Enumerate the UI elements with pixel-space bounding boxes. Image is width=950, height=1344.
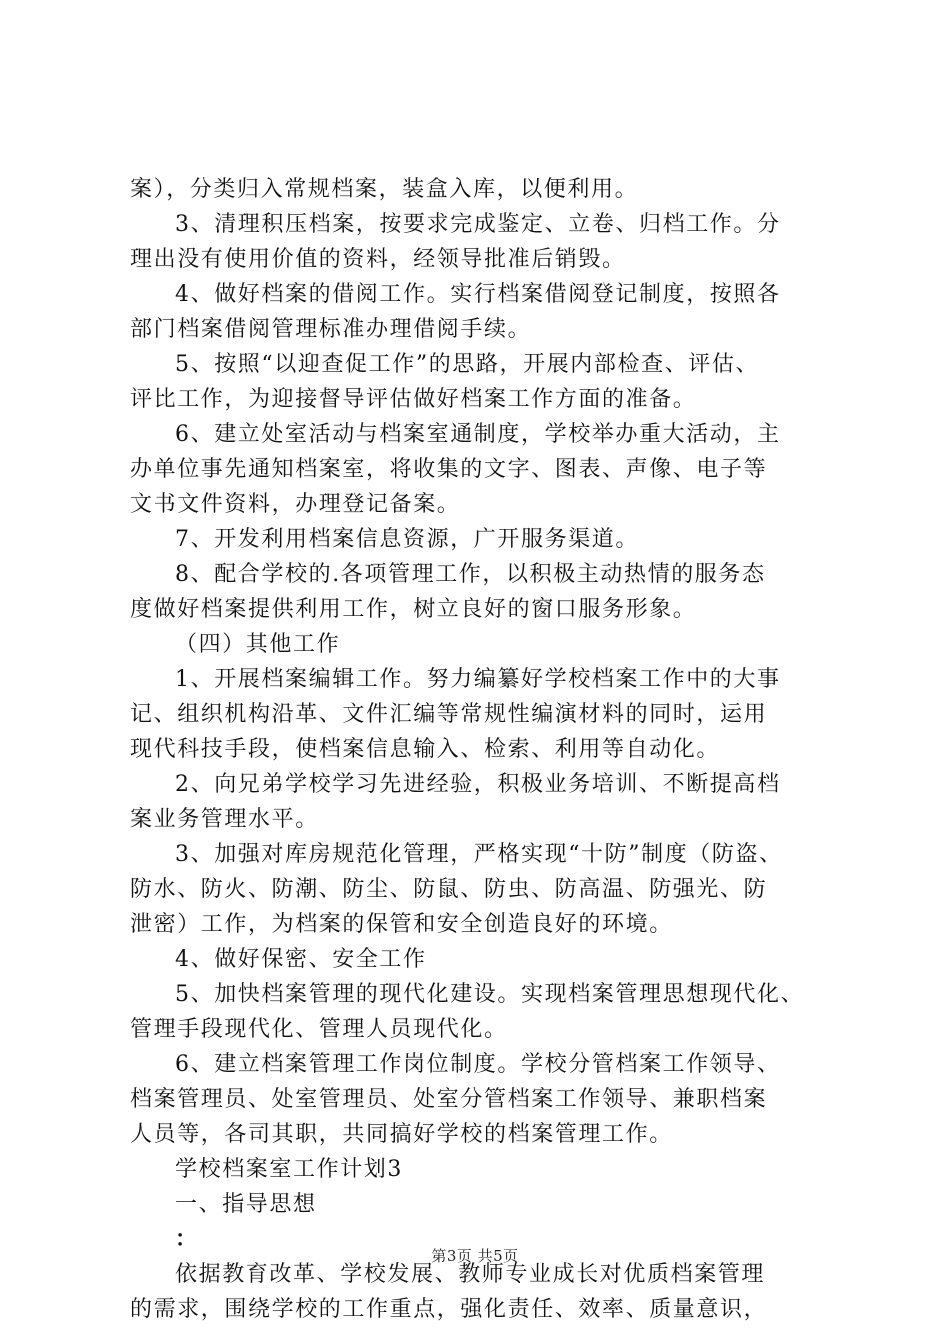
text-line: 的需求，围绕学校的工作重点，强化责任、效率、质量意识， [130,1297,768,1322]
text-line: 5、加快档案管理的现代化建设。实现档案管理思想现代化、 [175,982,805,1007]
text-line: 5、按照“以迎查促工作”的思路，开展内部检查、评估、 [175,352,760,377]
text-line: 管理手段现代化、管理人员现代化。 [130,1017,508,1042]
text-line: 档案管理员、处室管理员、处室分管档案工作领导、兼职档案 [130,1087,768,1112]
text-line: 度做好档案提供利用工作，树立良好的窗口服务形象。 [130,597,697,622]
text-line: 依据教育改革、学校发展、教师专业成长对优质档案管理 [175,1262,766,1287]
text-line: 3、清理积压档案，按要求完成鉴定、立卷、归档工作。分 [175,212,781,237]
text-line: 案业务管理水平。 [130,807,319,832]
text-line: 1、开展档案编辑工作。努力编纂好学校档案工作中的大事 [175,667,781,692]
colon-mark: ： [175,1226,198,1252]
text-line: 泄密）工作，为档案的保管和安全创造良好的环境。 [130,912,673,937]
text-line: 6、建立处室活动与档案室通制度，学校举办重大活动，主 [175,422,781,447]
document-body [130,172,830,1327]
text-line: 7、开发利用档案信息资源，广开服务渠道。 [175,527,639,552]
section-heading: 一、指导思想 [175,1192,317,1217]
text-line: 文书文件资料，办理登记备案。 [130,492,461,517]
text-line: 记、组织机构沿革、文件汇编等常规性编演材料的同时，运用 [130,702,768,727]
text-line: 4、做好保密、安全工作 [175,947,427,972]
text-line: 案），分类归入常规档案，装盒入库，以便利用。 [130,177,639,202]
text-line: 防水、防火、防潮、防尘、防鼠、防虫、防高温、防强光、防 [130,877,768,902]
page-footer: 第3页 共5页 [431,1247,519,1265]
text-line: 部门档案借阅管理标准办理借阅手续。 [130,317,532,342]
text-line: 8、配合学校的.各项管理工作，以积极主动热情的服务态 [175,562,766,587]
text-line: 理出没有使用价值的资料，经领导批准后销毁。 [130,247,626,272]
text-line: 2、向兄弟学校学习先进经验，积极业务培训、不断提高档 [175,772,781,797]
text-line: 现代科技手段，使档案信息输入、检索、利用等自动化。 [130,737,721,762]
section-title: 学校档案室工作计划3 [175,1157,403,1182]
text-line: 3、加强对库房规范化管理，严格实现“十防”制度（防盗、 [175,842,783,867]
text-line: 人员等，各司其职，共同搞好学校的档案管理工作。 [130,1122,673,1147]
text-line: 4、做好档案的借阅工作。实行档案借阅登记制度，按照各 [175,282,781,307]
text-line: 评比工作，为迎接督导评估做好档案工作方面的准备。 [130,387,697,412]
text-line: 6、建立档案管理工作岗位制度。学校分管档案工作领导、 [175,1052,781,1077]
text-line: 办单位事先通知档案室，将收集的文字、图表、声像、电子等 [130,457,768,482]
section-heading: （四）其他工作 [175,632,341,657]
